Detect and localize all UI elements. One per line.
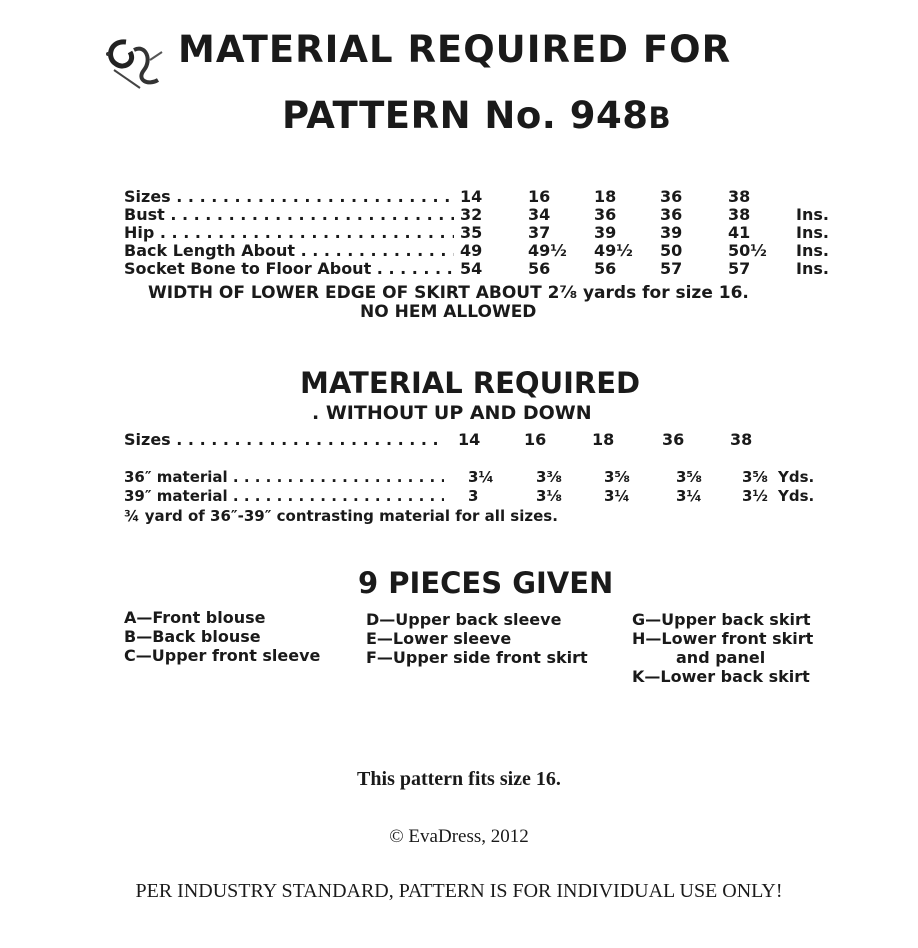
piece-item: C—Upper front sleeve [124,646,321,665]
cell: 56 [594,259,617,278]
cell: 39 [660,223,683,242]
cell: 41 [728,223,751,242]
unit: Ins. [796,223,829,242]
copyright: © EvaDress, 2012 [389,826,529,847]
title-line-1: MATERIAL REQUIRED FOR [178,28,732,71]
piece-item: G—Upper back skirt [632,610,811,629]
cell: 3¼ [676,487,702,505]
cell: 3⅜ [536,468,562,486]
fits-note: This pattern fits size 16. [357,768,561,790]
cell: 16 [524,430,547,449]
cell: 35 [460,223,483,242]
cell: 54 [460,259,483,278]
cell: 14 [458,430,481,449]
unit: Ins. [796,205,829,224]
cell: 57 [660,259,683,278]
cell: 3⅝ [676,468,702,486]
unit: Ins. [796,241,829,260]
cell: 18 [592,430,615,449]
cell: 3⅝ [604,468,630,486]
row-label: Bust . . . [124,205,454,224]
unit: Yds. [778,468,815,486]
cell: 18 [594,187,617,206]
piece-item: B—Back blouse [124,627,261,646]
usage-notice: PER INDUSTRY STANDARD, PATTERN IS FOR INDIVIDUAL USE ONLY! [135,880,783,902]
material-subheading: . WITHOUT UP AND DOWN [312,402,592,424]
cell: 3¼ [468,468,494,486]
pieces-column-1 [124,608,320,665]
cell: 38 [728,205,751,224]
cell: 38 [728,187,751,206]
cell: 56 [528,259,551,278]
skirt-width-note: WIDTH OF LOWER EDGE OF SKIRT ABOUT 2⅞ yards for size 16. [148,283,749,303]
cell: 36 [662,430,685,449]
unit: Yds. [778,487,815,505]
material-subheading-text: WITHOUT UP AND DOWN [325,402,592,424]
row-label: Sizes . . . [124,430,444,449]
cell: 3⅛ [536,487,562,505]
unit: Ins. [796,259,829,278]
cell: 16 [528,187,551,206]
row-label: Sizes . . . [124,187,454,206]
cell: 32 [460,205,483,224]
cell: 39 [594,223,617,242]
pattern-company-logo [100,30,180,92]
pattern-number: PATTERN No. 948 [282,94,649,137]
row-label: 36″ material . . . [124,468,444,487]
piece-item: F—Upper side front skirt [366,648,588,667]
row-label: Hip . . . [124,223,454,242]
row-label: Socket Bone to Floor About . . . [124,259,454,278]
cell: 49½ [594,241,633,260]
piece-item: D—Upper back sleeve [366,610,562,629]
material-heading: MATERIAL REQUIRED [300,366,641,400]
row-label: Back Length About . . . [124,241,454,260]
cell: 3½ [742,487,768,505]
cell: 34 [528,205,551,224]
cell: 3 [468,487,479,505]
cell: 50 [660,241,683,260]
cell: 36 [660,205,683,224]
pieces-column-2 [366,610,588,667]
contrast-note: ¾ yard of 36″-39″ contrasting material for all sizes. [124,507,558,525]
pattern-suffix: B [648,101,672,135]
cell: 14 [460,187,483,206]
cell: 50½ [728,241,767,260]
title-line-2 [282,94,671,137]
cell: 49½ [528,241,567,260]
no-hem-note: NO HEM ALLOWED [360,302,537,322]
cell: 57 [728,259,751,278]
row-label: 39″ material . . . [124,487,444,506]
cell: 37 [528,223,551,242]
piece-item: E—Lower sleeve [366,629,512,648]
cell: 49 [460,241,483,260]
piece-item: K—Lower back skirt [632,667,810,686]
piece-item: and panel [676,648,766,667]
piece-item: A—Front blouse [124,608,266,627]
pieces-column-3 [632,610,813,686]
cell: 36 [660,187,683,206]
cell: 3¼ [604,487,630,505]
cell: 3⅝ [742,468,768,486]
cell: 38 [730,430,753,449]
pieces-heading: 9 PIECES GIVEN [358,566,614,600]
cell: 36 [594,205,617,224]
piece-item: H—Lower front skirt [632,629,814,648]
